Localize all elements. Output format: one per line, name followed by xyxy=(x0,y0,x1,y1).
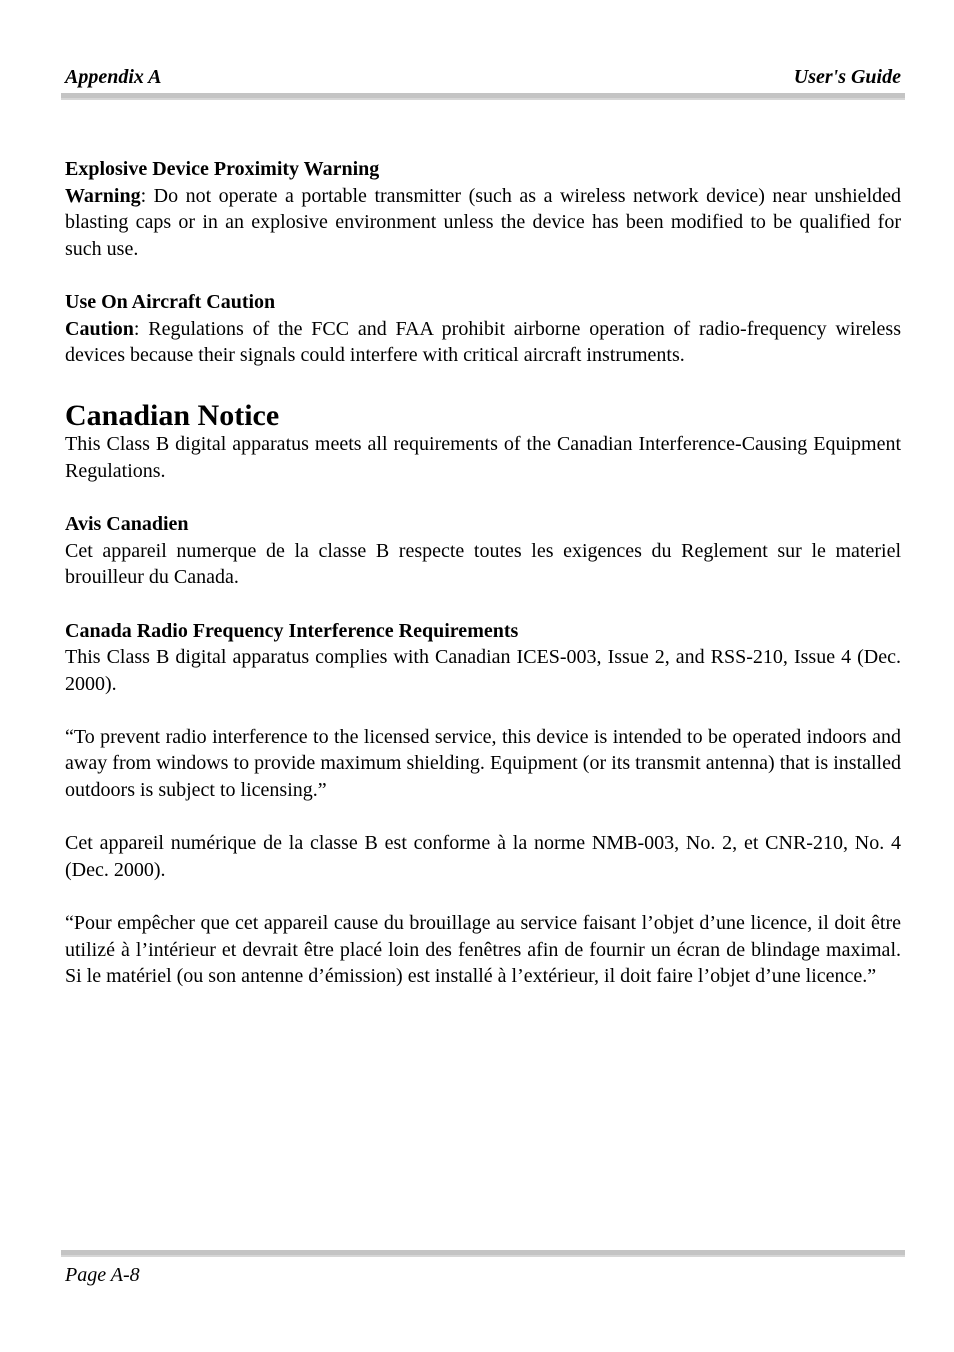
aircraft-caution-text: : Regulations of the FCC and FAA prohibit airborne operation of radio-frequency wireless devices because their signals could interfere with critical aircraft instruments. xyxy=(65,317,901,367)
spacer xyxy=(65,369,901,396)
rf-requirements-text-4: “Pour empêcher que cet appareil cause du brouillage au service faisant l’objet d’une licence, il doit être utilizé à l’intérieur et devrait être placé loin des fenêtres afin de fournir un écran de blindage maximal. Si le matériel (ou son antenne d’émission) est installé à l’extérieur, il doit faire l’objet d’une licence.” xyxy=(65,912,901,988)
explosive-warning-text: : Do not operate a portable transmitter (such as a wireless network device) near unshielded blasting caps or in an explosive environment unless the device has been modified to be qualified for such use. xyxy=(65,184,901,260)
caution-lead: Caution xyxy=(65,317,134,340)
aircraft-caution-paragraph xyxy=(65,316,901,369)
spacer xyxy=(65,262,901,289)
aircraft-caution-heading: Use On Aircraft Caution xyxy=(65,290,276,313)
footer-rule xyxy=(61,1250,905,1257)
avis-canadien-text: Cet appareil numerque de la classe B respecte toutes les exigences du Reglement sur le materiel brouilleur du Canada. xyxy=(65,539,901,589)
page-content xyxy=(65,156,901,990)
canadian-notice-title: Canadian Notice xyxy=(65,399,280,433)
avis-canadien-heading: Avis Canadien xyxy=(65,513,189,536)
canadian-notice-text: This Class B digital apparatus meets all requirements of the Canadian Interference-Causing Equipment Regulations. xyxy=(65,433,901,482)
page-number: Page A-8 xyxy=(65,1264,140,1286)
rf-requirements-heading: Canada Radio Frequency Interference Requirements xyxy=(65,619,519,642)
header-section-label: Appendix A xyxy=(65,66,162,88)
spacer xyxy=(65,804,901,831)
rf-requirements-text-3: Cet appareil numérique de la classe B est conforme à la norme NMB-003, No. 2, et CNR-210, No. 4 (Dec. 2000). xyxy=(65,832,901,881)
header-rule xyxy=(61,93,905,100)
explosive-warning-heading: Explosive Device Proximity Warning xyxy=(65,158,380,180)
spacer xyxy=(65,883,901,910)
explosive-warning-paragraph xyxy=(65,183,901,263)
spacer xyxy=(65,697,901,724)
warning-lead: Warning xyxy=(65,184,141,207)
rf-requirements-text-2: “To prevent radio interference to the licensed service, this device is intended to be operated indoors and away from windows to provide maximum shielding. Equipment (or its transmit antenna) that is installed outdoors is subject to licensing.” xyxy=(65,725,901,802)
header-document-title: User's Guide xyxy=(793,66,901,88)
rf-requirements-text-1: This Class B digital apparatus complies with Canadian ICES-003, Issue 2, and RSS-210, Issue 4 (Dec. 2000). xyxy=(65,646,901,695)
spacer xyxy=(65,485,901,512)
spacer xyxy=(65,591,901,618)
